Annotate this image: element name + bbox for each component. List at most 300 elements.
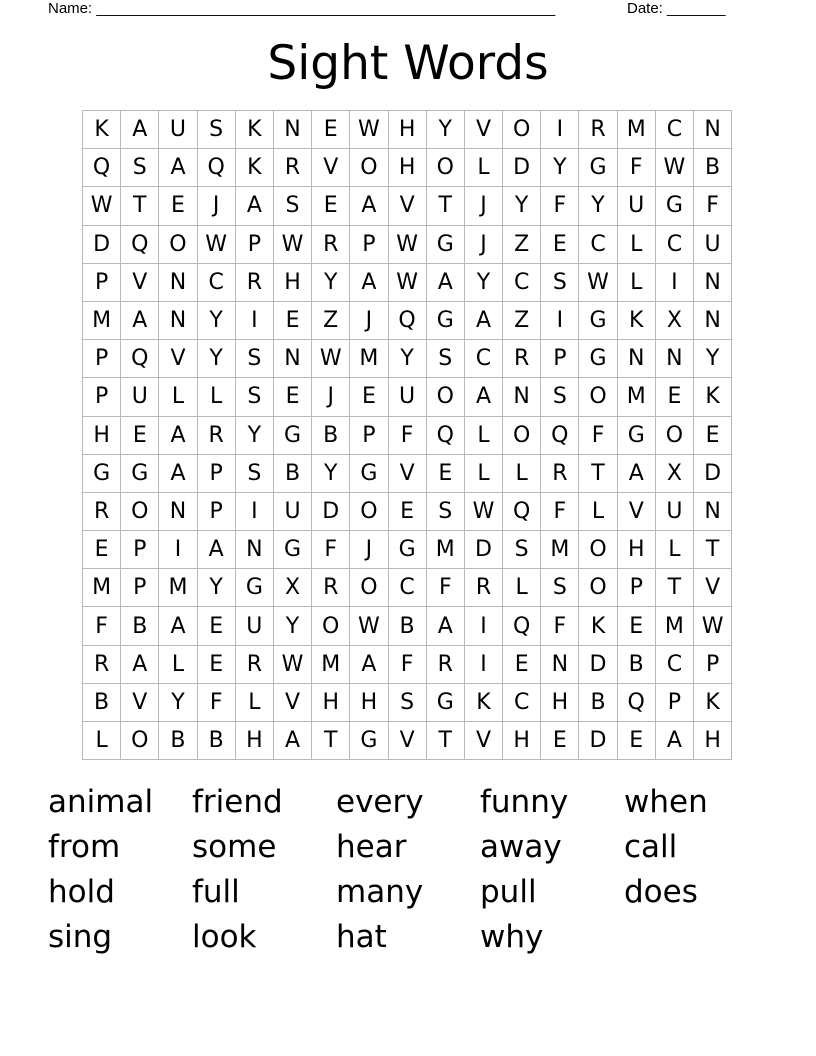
grid-cell[interactable]: D bbox=[465, 531, 503, 569]
grid-cell[interactable]: T bbox=[656, 569, 694, 607]
grid-cell[interactable]: W bbox=[694, 607, 732, 645]
grid-cell[interactable]: M bbox=[541, 531, 579, 569]
name-field-line: Name: _______________________________________________________ bbox=[48, 0, 556, 17]
grid-cell[interactable]: R bbox=[198, 417, 236, 455]
grid-cell[interactable]: O bbox=[503, 417, 541, 455]
grid-cell[interactable]: Y bbox=[389, 340, 427, 378]
grid-cell[interactable]: T bbox=[579, 455, 617, 493]
grid-cell[interactable]: R bbox=[236, 264, 274, 302]
grid-cell[interactable]: C bbox=[465, 340, 503, 378]
grid-cell[interactable]: U bbox=[274, 493, 312, 531]
grid-cell[interactable]: H bbox=[503, 722, 541, 760]
grid-cell[interactable]: G bbox=[121, 455, 159, 493]
grid-cell[interactable]: Q bbox=[427, 417, 465, 455]
grid-cell[interactable]: Y bbox=[198, 302, 236, 340]
grid-cell[interactable]: Q bbox=[198, 149, 236, 187]
grid-cell[interactable]: V bbox=[312, 149, 350, 187]
grid-cell[interactable]: H bbox=[236, 722, 274, 760]
grid-cell[interactable]: N bbox=[694, 302, 732, 340]
grid-cell[interactable]: D bbox=[83, 226, 121, 264]
grid-cell[interactable]: Y bbox=[579, 187, 617, 225]
grid-cell[interactable]: G bbox=[656, 187, 694, 225]
grid-cell[interactable]: N bbox=[694, 493, 732, 531]
grid-cell[interactable]: R bbox=[465, 569, 503, 607]
grid-cell[interactable]: J bbox=[350, 531, 388, 569]
grid-cell[interactable]: O bbox=[350, 569, 388, 607]
grid-cell[interactable]: Y bbox=[274, 607, 312, 645]
grid-cell[interactable]: P bbox=[350, 226, 388, 264]
grid-cell[interactable]: H bbox=[541, 684, 579, 722]
grid-cell[interactable]: Q bbox=[541, 417, 579, 455]
grid-cell[interactable]: O bbox=[579, 378, 617, 416]
grid-cell[interactable]: G bbox=[579, 302, 617, 340]
grid-cell[interactable]: R bbox=[83, 493, 121, 531]
grid-cell[interactable]: V bbox=[121, 264, 159, 302]
grid-cell[interactable]: T bbox=[312, 722, 350, 760]
grid-cell[interactable]: I bbox=[656, 264, 694, 302]
grid-cell[interactable]: P bbox=[198, 493, 236, 531]
grid-cell[interactable]: Y bbox=[427, 111, 465, 149]
word-bank-item: from bbox=[48, 829, 121, 865]
grid-cell[interactable]: E bbox=[656, 378, 694, 416]
grid-cell[interactable]: F bbox=[312, 531, 350, 569]
grid-cell[interactable]: A bbox=[656, 722, 694, 760]
grid-cell[interactable]: E bbox=[274, 378, 312, 416]
grid-cell[interactable]: N bbox=[236, 531, 274, 569]
grid-cell[interactable]: F bbox=[83, 607, 121, 645]
grid-cell[interactable]: P bbox=[236, 226, 274, 264]
grid-cell[interactable]: A bbox=[159, 455, 197, 493]
grid-cell[interactable]: Y bbox=[159, 684, 197, 722]
grid-cell[interactable]: F bbox=[618, 149, 656, 187]
grid-cell[interactable]: P bbox=[618, 569, 656, 607]
grid-cell[interactable]: K bbox=[236, 149, 274, 187]
grid-cell[interactable]: E bbox=[198, 646, 236, 684]
grid-cell[interactable]: O bbox=[312, 607, 350, 645]
grid-cell[interactable]: W bbox=[83, 187, 121, 225]
grid-cell[interactable]: Y bbox=[503, 187, 541, 225]
grid-cell[interactable]: I bbox=[236, 493, 274, 531]
grid-cell[interactable]: H bbox=[350, 684, 388, 722]
grid-cell[interactable]: V bbox=[389, 455, 427, 493]
grid-cell[interactable]: T bbox=[427, 722, 465, 760]
grid-cell[interactable]: O bbox=[579, 569, 617, 607]
grid-cell[interactable]: A bbox=[427, 264, 465, 302]
grid-cell[interactable]: L bbox=[618, 226, 656, 264]
grid-cell[interactable]: S bbox=[198, 111, 236, 149]
grid-cell[interactable]: X bbox=[656, 455, 694, 493]
grid-cell[interactable]: R bbox=[541, 455, 579, 493]
grid-cell[interactable]: E bbox=[198, 607, 236, 645]
grid-cell[interactable]: W bbox=[579, 264, 617, 302]
grid-cell[interactable]: C bbox=[656, 111, 694, 149]
grid-cell[interactable]: J bbox=[312, 378, 350, 416]
grid-cell[interactable]: H bbox=[389, 111, 427, 149]
grid-cell[interactable]: Q bbox=[618, 684, 656, 722]
grid-cell[interactable]: L bbox=[503, 569, 541, 607]
grid-cell[interactable]: T bbox=[694, 531, 732, 569]
grid-cell[interactable]: G bbox=[427, 302, 465, 340]
grid-cell[interactable]: G bbox=[389, 531, 427, 569]
grid-cell[interactable]: L bbox=[465, 455, 503, 493]
grid-cell[interactable]: P bbox=[83, 264, 121, 302]
grid-cell[interactable]: N bbox=[159, 493, 197, 531]
grid-cell[interactable]: U bbox=[121, 378, 159, 416]
grid-cell[interactable]: F bbox=[694, 187, 732, 225]
grid-cell[interactable]: E bbox=[389, 493, 427, 531]
grid-cell[interactable]: S bbox=[274, 187, 312, 225]
grid-cell[interactable]: N bbox=[694, 111, 732, 149]
grid-cell[interactable]: G bbox=[274, 417, 312, 455]
grid-cell[interactable]: I bbox=[541, 111, 579, 149]
grid-cell[interactable]: N bbox=[541, 646, 579, 684]
grid-cell[interactable]: C bbox=[389, 569, 427, 607]
grid-cell[interactable]: N bbox=[503, 378, 541, 416]
grid-cell[interactable]: B bbox=[83, 684, 121, 722]
grid-cell[interactable]: N bbox=[274, 340, 312, 378]
grid-cell[interactable]: O bbox=[579, 531, 617, 569]
grid-cell[interactable]: L bbox=[503, 455, 541, 493]
grid-cell[interactable]: V bbox=[465, 722, 503, 760]
grid-cell[interactable]: H bbox=[274, 264, 312, 302]
grid-cell[interactable]: D bbox=[579, 722, 617, 760]
grid-cell[interactable]: T bbox=[427, 187, 465, 225]
grid-cell[interactable]: G bbox=[579, 149, 617, 187]
grid-cell[interactable]: E bbox=[274, 302, 312, 340]
grid-cell[interactable]: V bbox=[121, 684, 159, 722]
grid-cell[interactable]: E bbox=[159, 187, 197, 225]
grid-cell[interactable]: M bbox=[83, 569, 121, 607]
grid-cell[interactable]: W bbox=[350, 111, 388, 149]
grid-cell[interactable]: I bbox=[159, 531, 197, 569]
grid-cell[interactable]: R bbox=[274, 149, 312, 187]
grid-cell[interactable]: J bbox=[198, 187, 236, 225]
grid-cell[interactable]: S bbox=[541, 378, 579, 416]
grid-cell[interactable]: W bbox=[312, 340, 350, 378]
grid-cell[interactable]: L bbox=[465, 149, 503, 187]
grid-cell[interactable]: H bbox=[83, 417, 121, 455]
grid-cell[interactable]: G bbox=[427, 226, 465, 264]
grid-cell[interactable]: S bbox=[389, 684, 427, 722]
grid-cell[interactable]: K bbox=[694, 378, 732, 416]
grid-cell[interactable]: V bbox=[465, 111, 503, 149]
grid-cell[interactable]: E bbox=[503, 646, 541, 684]
grid-cell[interactable]: A bbox=[236, 187, 274, 225]
grid-cell[interactable]: H bbox=[312, 684, 350, 722]
grid-cell[interactable]: E bbox=[312, 187, 350, 225]
word-bank-item: full bbox=[192, 874, 240, 910]
grid-cell[interactable]: H bbox=[694, 722, 732, 760]
grid-cell[interactable]: U bbox=[236, 607, 274, 645]
grid-cell[interactable]: M bbox=[656, 607, 694, 645]
grid-cell[interactable]: O bbox=[121, 493, 159, 531]
grid-cell[interactable]: I bbox=[236, 302, 274, 340]
grid-cell[interactable]: Q bbox=[83, 149, 121, 187]
grid-cell[interactable]: A bbox=[465, 302, 503, 340]
grid-cell[interactable]: M bbox=[427, 531, 465, 569]
grid-cell[interactable]: F bbox=[389, 646, 427, 684]
grid-cell[interactable]: B bbox=[389, 607, 427, 645]
grid-cell[interactable]: R bbox=[83, 646, 121, 684]
grid-cell[interactable]: P bbox=[121, 569, 159, 607]
grid-cell[interactable]: Y bbox=[541, 149, 579, 187]
grid-cell[interactable]: G bbox=[236, 569, 274, 607]
grid-cell[interactable]: V bbox=[389, 722, 427, 760]
grid-cell[interactable]: V bbox=[694, 569, 732, 607]
grid-cell[interactable]: A bbox=[121, 302, 159, 340]
grid-cell[interactable]: W bbox=[350, 607, 388, 645]
grid-cell[interactable]: Y bbox=[312, 455, 350, 493]
grid-cell[interactable]: F bbox=[541, 187, 579, 225]
grid-cell[interactable]: K bbox=[83, 111, 121, 149]
grid-cell[interactable]: S bbox=[503, 531, 541, 569]
grid-cell[interactable]: L bbox=[159, 646, 197, 684]
grid-cell[interactable]: L bbox=[656, 531, 694, 569]
grid-cell[interactable]: W bbox=[656, 149, 694, 187]
grid-cell[interactable]: A bbox=[274, 722, 312, 760]
grid-cell[interactable]: G bbox=[83, 455, 121, 493]
grid-cell[interactable]: M bbox=[618, 378, 656, 416]
grid-cell[interactable]: C bbox=[503, 684, 541, 722]
grid-cell[interactable]: E bbox=[427, 455, 465, 493]
grid-cell[interactable]: B bbox=[121, 607, 159, 645]
grid-cell[interactable]: B bbox=[618, 646, 656, 684]
grid-cell[interactable]: S bbox=[427, 493, 465, 531]
grid-cell[interactable]: B bbox=[159, 722, 197, 760]
grid-cell[interactable]: S bbox=[236, 340, 274, 378]
grid-cell[interactable]: B bbox=[312, 417, 350, 455]
grid-cell[interactable]: P bbox=[656, 684, 694, 722]
grid-cell[interactable]: D bbox=[503, 149, 541, 187]
grid-cell[interactable]: Q bbox=[503, 493, 541, 531]
grid-cell[interactable]: A bbox=[465, 378, 503, 416]
grid-cell[interactable]: T bbox=[121, 187, 159, 225]
grid-cell[interactable]: V bbox=[618, 493, 656, 531]
grid-cell[interactable]: R bbox=[427, 646, 465, 684]
grid-cell[interactable]: E bbox=[350, 378, 388, 416]
grid-cell[interactable]: K bbox=[694, 684, 732, 722]
grid-cell[interactable]: R bbox=[579, 111, 617, 149]
grid-cell[interactable]: N bbox=[656, 340, 694, 378]
grid-cell[interactable]: U bbox=[618, 187, 656, 225]
grid-cell[interactable]: V bbox=[389, 187, 427, 225]
grid-cell[interactable]: Y bbox=[198, 569, 236, 607]
grid-cell[interactable]: F bbox=[541, 607, 579, 645]
grid-cell[interactable]: Q bbox=[503, 607, 541, 645]
word-bank-item: hear bbox=[336, 829, 407, 865]
word-bank-item: away bbox=[480, 829, 562, 865]
grid-cell[interactable]: I bbox=[465, 646, 503, 684]
grid-cell[interactable]: A bbox=[350, 187, 388, 225]
grid-cell[interactable]: S bbox=[427, 340, 465, 378]
grid-cell[interactable]: O bbox=[427, 378, 465, 416]
word-bank-item: many bbox=[336, 874, 424, 910]
grid-cell[interactable]: B bbox=[694, 149, 732, 187]
grid-cell[interactable]: Q bbox=[121, 340, 159, 378]
grid-cell[interactable]: R bbox=[503, 340, 541, 378]
grid-cell[interactable]: C bbox=[503, 264, 541, 302]
grid-cell[interactable]: K bbox=[579, 607, 617, 645]
grid-cell[interactable]: Y bbox=[312, 264, 350, 302]
grid-cell[interactable]: J bbox=[350, 302, 388, 340]
grid-cell[interactable]: C bbox=[198, 264, 236, 302]
grid-cell[interactable]: O bbox=[350, 149, 388, 187]
grid-cell[interactable]: K bbox=[236, 111, 274, 149]
grid-cell[interactable]: R bbox=[236, 646, 274, 684]
grid-cell[interactable]: E bbox=[618, 607, 656, 645]
grid-cell[interactable]: Z bbox=[503, 302, 541, 340]
grid-cell[interactable]: H bbox=[389, 149, 427, 187]
word-bank-item: funny bbox=[480, 784, 569, 820]
grid-cell[interactable]: C bbox=[579, 226, 617, 264]
grid-cell[interactable]: A bbox=[159, 607, 197, 645]
grid-cell[interactable]: O bbox=[121, 722, 159, 760]
grid-cell[interactable]: E bbox=[694, 417, 732, 455]
grid-cell[interactable]: U bbox=[389, 378, 427, 416]
grid-cell[interactable]: N bbox=[694, 264, 732, 302]
grid-cell[interactable]: O bbox=[503, 111, 541, 149]
grid-cell[interactable]: Y bbox=[198, 340, 236, 378]
grid-cell[interactable]: X bbox=[274, 569, 312, 607]
grid-cell[interactable]: S bbox=[541, 264, 579, 302]
grid-cell[interactable]: O bbox=[159, 226, 197, 264]
word-bank-item: look bbox=[192, 919, 257, 955]
grid-cell[interactable]: N bbox=[159, 264, 197, 302]
grid-cell[interactable]: C bbox=[656, 226, 694, 264]
grid-cell[interactable]: K bbox=[618, 302, 656, 340]
grid-cell[interactable]: G bbox=[350, 455, 388, 493]
grid-cell[interactable]: F bbox=[427, 569, 465, 607]
grid-cell[interactable]: P bbox=[83, 340, 121, 378]
grid-cell[interactable]: E bbox=[618, 722, 656, 760]
grid-cell[interactable]: S bbox=[236, 378, 274, 416]
grid-cell[interactable]: N bbox=[274, 111, 312, 149]
grid-cell[interactable]: D bbox=[579, 646, 617, 684]
grid-cell[interactable]: A bbox=[427, 607, 465, 645]
grid-cell[interactable]: I bbox=[541, 302, 579, 340]
grid-cell[interactable]: L bbox=[83, 722, 121, 760]
grid-cell[interactable]: W bbox=[389, 264, 427, 302]
grid-cell[interactable]: G bbox=[350, 722, 388, 760]
grid-cell[interactable]: N bbox=[159, 302, 197, 340]
grid-cell[interactable]: K bbox=[465, 684, 503, 722]
grid-cell[interactable]: L bbox=[236, 684, 274, 722]
grid-cell[interactable]: E bbox=[541, 722, 579, 760]
grid-cell[interactable]: A bbox=[159, 149, 197, 187]
grid-cell[interactable]: E bbox=[312, 111, 350, 149]
grid-cell[interactable]: G bbox=[618, 417, 656, 455]
grid-cell[interactable]: E bbox=[121, 417, 159, 455]
grid-cell[interactable]: V bbox=[159, 340, 197, 378]
grid-cell[interactable]: P bbox=[83, 378, 121, 416]
grid-cell[interactable]: Z bbox=[503, 226, 541, 264]
date-field-line: Date: _______ bbox=[627, 0, 726, 17]
grid-cell[interactable]: B bbox=[579, 684, 617, 722]
grid-cell[interactable]: Z bbox=[312, 302, 350, 340]
grid-cell[interactable]: E bbox=[83, 531, 121, 569]
grid-cell[interactable]: S bbox=[236, 455, 274, 493]
grid-cell[interactable]: L bbox=[159, 378, 197, 416]
grid-cell[interactable]: J bbox=[465, 226, 503, 264]
grid-cell[interactable]: Y bbox=[694, 340, 732, 378]
grid-cell[interactable]: F bbox=[198, 684, 236, 722]
grid-cell[interactable]: V bbox=[274, 684, 312, 722]
grid-cell[interactable]: A bbox=[618, 455, 656, 493]
grid-cell[interactable]: G bbox=[579, 340, 617, 378]
grid-cell[interactable]: M bbox=[159, 569, 197, 607]
word-bank-item: some bbox=[192, 829, 277, 865]
grid-cell[interactable]: R bbox=[312, 569, 350, 607]
grid-cell[interactable]: A bbox=[198, 531, 236, 569]
grid-cell[interactable]: E bbox=[541, 226, 579, 264]
grid-cell[interactable]: O bbox=[427, 149, 465, 187]
grid-cell[interactable]: H bbox=[618, 531, 656, 569]
grid-cell[interactable]: S bbox=[121, 149, 159, 187]
grid-cell[interactable]: Y bbox=[465, 264, 503, 302]
grid-cell[interactable]: A bbox=[350, 646, 388, 684]
grid-cell[interactable]: D bbox=[312, 493, 350, 531]
grid-cell[interactable]: I bbox=[465, 607, 503, 645]
grid-cell[interactable]: W bbox=[389, 226, 427, 264]
grid-cell[interactable]: M bbox=[618, 111, 656, 149]
grid-cell[interactable]: W bbox=[465, 493, 503, 531]
grid-cell[interactable]: X bbox=[656, 302, 694, 340]
grid-cell[interactable]: W bbox=[274, 646, 312, 684]
grid-cell[interactable]: U bbox=[656, 493, 694, 531]
grid-cell[interactable]: W bbox=[274, 226, 312, 264]
grid-cell[interactable]: C bbox=[656, 646, 694, 684]
grid-cell[interactable]: M bbox=[83, 302, 121, 340]
grid-cell[interactable]: P bbox=[694, 646, 732, 684]
grid-cell[interactable]: A bbox=[159, 417, 197, 455]
grid-cell[interactable]: W bbox=[198, 226, 236, 264]
grid-cell[interactable]: M bbox=[312, 646, 350, 684]
grid-cell[interactable]: P bbox=[121, 531, 159, 569]
grid-cell[interactable]: F bbox=[541, 493, 579, 531]
grid-cell[interactable]: P bbox=[541, 340, 579, 378]
grid-cell[interactable]: R bbox=[312, 226, 350, 264]
grid-cell[interactable]: A bbox=[121, 111, 159, 149]
grid-cell[interactable]: S bbox=[541, 569, 579, 607]
grid-cell[interactable]: B bbox=[198, 722, 236, 760]
grid-cell[interactable]: L bbox=[465, 417, 503, 455]
grid-cell[interactable]: U bbox=[694, 226, 732, 264]
grid-cell[interactable]: L bbox=[618, 264, 656, 302]
grid-cell[interactable]: G bbox=[274, 531, 312, 569]
grid-cell[interactable]: A bbox=[121, 646, 159, 684]
grid-cell[interactable]: P bbox=[198, 455, 236, 493]
grid-cell[interactable]: Y bbox=[236, 417, 274, 455]
grid-cell[interactable]: B bbox=[274, 455, 312, 493]
grid-cell[interactable]: L bbox=[198, 378, 236, 416]
grid-cell[interactable]: D bbox=[694, 455, 732, 493]
grid-cell[interactable]: M bbox=[350, 340, 388, 378]
grid-cell[interactable]: F bbox=[389, 417, 427, 455]
word-bank-item: when bbox=[624, 784, 708, 820]
grid-cell[interactable]: O bbox=[656, 417, 694, 455]
grid-cell[interactable]: G bbox=[427, 684, 465, 722]
grid-cell[interactable]: N bbox=[618, 340, 656, 378]
grid-cell[interactable]: P bbox=[350, 417, 388, 455]
grid-cell[interactable]: U bbox=[159, 111, 197, 149]
grid-cell[interactable]: Q bbox=[389, 302, 427, 340]
grid-cell[interactable]: J bbox=[465, 187, 503, 225]
grid-cell[interactable]: O bbox=[350, 493, 388, 531]
grid-cell[interactable]: Q bbox=[121, 226, 159, 264]
grid-cell[interactable]: A bbox=[350, 264, 388, 302]
grid-cell[interactable]: F bbox=[579, 417, 617, 455]
grid-cell[interactable]: L bbox=[579, 493, 617, 531]
